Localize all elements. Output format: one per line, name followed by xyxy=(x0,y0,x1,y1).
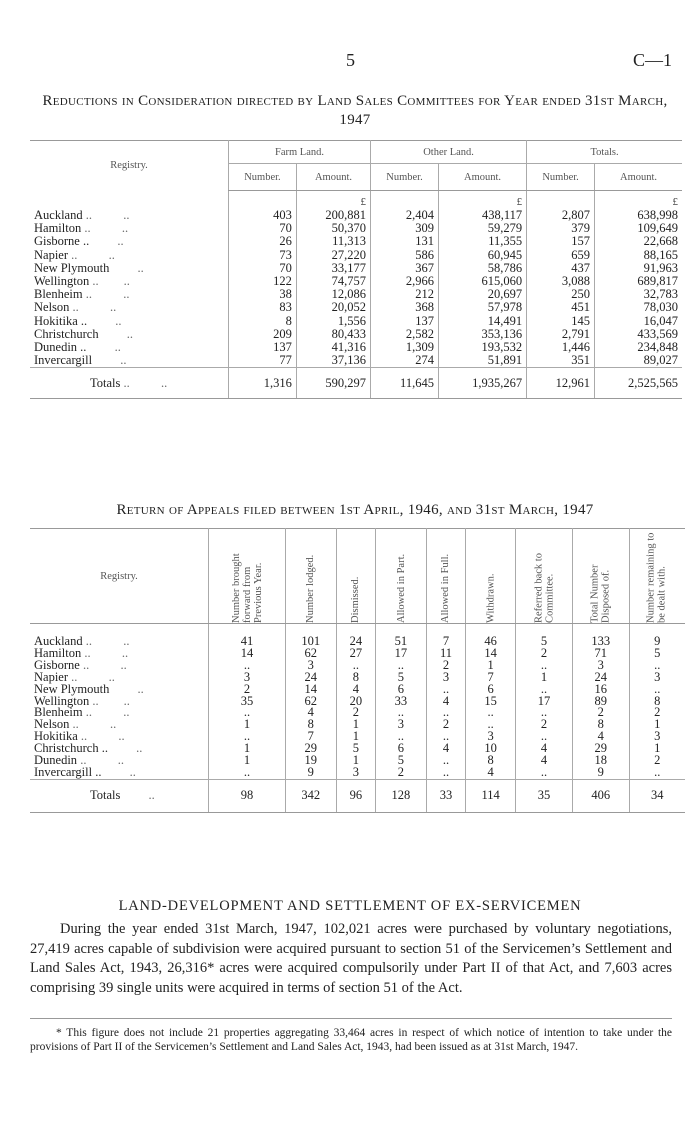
value-cell: 7 xyxy=(426,636,465,648)
value-cell: .. xyxy=(376,707,427,719)
value-cell: 88,165 xyxy=(595,249,682,262)
registry-cell xyxy=(30,354,229,368)
column-header: Number remaining to be dealt with. xyxy=(629,529,685,624)
value-cell: 35 xyxy=(516,779,573,812)
value-cell: 137 xyxy=(371,315,439,328)
value-cell: 114 xyxy=(466,779,516,812)
value-cell: .. xyxy=(629,767,685,779)
registry-name: Christchurch .. xyxy=(34,741,108,756)
value-cell: .. xyxy=(516,684,573,696)
value-cell: 1 xyxy=(466,660,516,672)
value-cell: 2 xyxy=(209,684,286,696)
group-header: Other Land. xyxy=(371,141,527,164)
value-cell: 3 xyxy=(209,672,286,684)
value-cell: 24 xyxy=(285,672,336,684)
value-cell: 2,404 xyxy=(371,209,439,222)
value-cell: 8 xyxy=(285,719,336,731)
value-cell: 18 xyxy=(572,755,629,767)
value-cell: 33 xyxy=(426,779,465,812)
value-cell: 35 xyxy=(209,696,286,708)
value-cell: .. xyxy=(209,767,286,779)
value-cell: 2 xyxy=(572,707,629,719)
value-cell: 615,060 xyxy=(438,275,526,288)
value-cell: 209 xyxy=(229,328,297,341)
leader-dots: .. xyxy=(101,326,133,341)
registry-name: Invercargill xyxy=(34,353,93,368)
value-cell: 2 xyxy=(516,648,573,660)
leader-dots: .. xyxy=(123,787,155,802)
registry-name: Nelson xyxy=(34,300,70,315)
value-cell: 433,569 xyxy=(595,328,682,341)
value-cell: 7 xyxy=(466,672,516,684)
value-cell: 437 xyxy=(527,262,595,275)
column-header: Referred back to Committee. xyxy=(516,529,573,624)
value-cell: 3,088 xyxy=(527,275,595,288)
value-cell: 5 xyxy=(516,636,573,648)
value-cell: 12,086 xyxy=(296,288,370,301)
table-row xyxy=(30,301,682,314)
value-cell: 4 xyxy=(285,707,336,719)
value-cell: 20,697 xyxy=(438,288,526,301)
table-row xyxy=(30,767,685,779)
value-cell: 438,117 xyxy=(438,209,526,222)
value-cell: 78,030 xyxy=(595,301,682,314)
value-cell: 29 xyxy=(285,743,336,755)
value-cell: 26 xyxy=(229,235,297,248)
value-cell: 157 xyxy=(527,235,595,248)
appeals-table xyxy=(30,528,685,813)
value-cell: 274 xyxy=(371,354,439,368)
value-cell: 131 xyxy=(371,235,439,248)
currency-symbol: £ xyxy=(595,191,682,210)
value-cell: 12,961 xyxy=(527,368,595,399)
value-cell: 3 xyxy=(376,719,427,731)
leader-dots: .. xyxy=(112,681,144,696)
value-cell: 9 xyxy=(572,767,629,779)
value-cell: .. xyxy=(209,660,286,672)
registry-name: Blenheim xyxy=(34,287,83,302)
value-cell: 11,355 xyxy=(438,235,526,248)
table-row xyxy=(30,235,682,248)
registry-name: Hokitika .. xyxy=(34,313,88,328)
value-cell: 4 xyxy=(426,743,465,755)
column-header: Amount. xyxy=(438,164,526,191)
leader-dots: .. xyxy=(89,340,121,355)
value-cell: 3 xyxy=(629,731,685,743)
value-cell: 1 xyxy=(516,672,573,684)
value-cell: 4 xyxy=(572,731,629,743)
value-cell: 8 xyxy=(336,672,375,684)
value-cell: 1 xyxy=(629,743,685,755)
value-cell: 17 xyxy=(376,648,427,660)
page-header xyxy=(0,50,700,74)
leader-dots: .. xyxy=(95,353,127,368)
value-cell: 3 xyxy=(466,731,516,743)
value-cell: .. xyxy=(426,731,465,743)
totals-row xyxy=(30,368,682,399)
value-cell: 2 xyxy=(426,660,465,672)
value-cell: 590,297 xyxy=(296,368,370,399)
value-cell: 14 xyxy=(285,684,336,696)
value-cell: 4 xyxy=(426,696,465,708)
registry-header: Registry. xyxy=(110,160,148,172)
value-cell: 2 xyxy=(516,719,573,731)
registry-name: Blenheim xyxy=(34,705,83,720)
leader-dots: .. .. xyxy=(85,634,130,648)
value-cell: 2,525,565 xyxy=(595,368,682,399)
value-cell: 1,316 xyxy=(229,368,297,399)
value-cell: .. xyxy=(516,707,573,719)
registry-name: Hamilton xyxy=(34,645,82,660)
value-cell: 101 xyxy=(285,636,336,648)
column-header: Total Number Disposed of. xyxy=(572,529,629,624)
value-cell: 77 xyxy=(229,354,297,368)
value-cell: .. xyxy=(209,731,286,743)
registry-name: Dunedin xyxy=(34,753,78,768)
value-cell: 309 xyxy=(371,222,439,235)
value-cell: 3 xyxy=(572,660,629,672)
table-row xyxy=(30,354,682,368)
value-cell: 96 xyxy=(336,779,375,812)
value-cell: 1,556 xyxy=(296,315,370,328)
value-cell: 2,807 xyxy=(527,209,595,222)
value-cell: 1,935,267 xyxy=(438,368,526,399)
value-cell: 250 xyxy=(527,288,595,301)
value-cell: 4 xyxy=(516,743,573,755)
value-cell: 2,582 xyxy=(371,328,439,341)
value-cell: 27 xyxy=(336,648,375,660)
value-cell: 14,491 xyxy=(438,315,526,328)
value-cell: 20,052 xyxy=(296,301,370,314)
value-cell: 6 xyxy=(376,684,427,696)
value-cell: 91,963 xyxy=(595,262,682,275)
value-cell: .. xyxy=(629,684,685,696)
value-cell: 41 xyxy=(209,636,286,648)
value-cell: 70 xyxy=(229,262,297,275)
value-cell: 58,786 xyxy=(438,262,526,275)
value-cell: 8 xyxy=(572,719,629,731)
column-header: Allowed in Full. xyxy=(426,529,465,624)
value-cell: 4 xyxy=(516,755,573,767)
footnote-divider xyxy=(30,1018,672,1019)
value-cell: 22,668 xyxy=(595,235,682,248)
value-cell: 406 xyxy=(572,779,629,812)
value-cell: 5 xyxy=(376,672,427,684)
value-cell: 60,945 xyxy=(438,249,526,262)
value-cell: 8 xyxy=(229,315,297,328)
value-cell: 1 xyxy=(336,731,375,743)
value-cell: .. xyxy=(466,719,516,731)
column-header: Number lodged. xyxy=(285,529,336,624)
registry-name: Wellington xyxy=(34,693,90,708)
leader-dots: .. .. xyxy=(92,693,130,708)
value-cell: 3 xyxy=(426,672,465,684)
totals-row xyxy=(30,779,685,812)
value-cell: 1,446 xyxy=(527,341,595,354)
value-cell: 62 xyxy=(285,696,336,708)
column-header: Dismissed. xyxy=(336,529,375,624)
value-cell: .. xyxy=(426,755,465,767)
value-cell: 57,978 xyxy=(438,301,526,314)
value-cell: 367 xyxy=(371,262,439,275)
value-cell: .. xyxy=(376,731,427,743)
value-cell: 689,817 xyxy=(595,275,682,288)
value-cell: 2 xyxy=(376,767,427,779)
value-cell: 5 xyxy=(336,743,375,755)
value-cell: 38 xyxy=(229,288,297,301)
value-cell: 4 xyxy=(336,684,375,696)
value-cell: 33 xyxy=(376,696,427,708)
section-title: LAND-DEVELOPMENT AND SETTLEMENT OF EX-SERVICEMEN xyxy=(118,898,582,914)
body-paragraph: During the year ended 31st March, 1947, 102,021 acres were purchased by voluntary negotiations, 27,419 acres capable of subdivision were acquired pursuant to section 51 of the Servicemen’s Settlement and Land Sales Act, 1943, 26,316* acres were acquired compulsorily under Part II of that Act, and 7,603 acres comprising 39 single units were acquired in terms of section 51 of the Act. xyxy=(30,921,672,996)
leader-dots: .. .. xyxy=(84,221,129,236)
value-cell: 9 xyxy=(285,767,336,779)
value-cell: 5 xyxy=(629,648,685,660)
value-cell: 50,370 xyxy=(296,222,370,235)
value-cell: 89 xyxy=(572,696,629,708)
group-header: Farm Land. xyxy=(229,141,371,164)
value-cell: 133 xyxy=(572,636,629,648)
value-cell: .. xyxy=(629,660,685,672)
column-header: Amount. xyxy=(296,164,370,191)
registry-name: Hokitika xyxy=(34,729,78,744)
value-cell: 8 xyxy=(629,696,685,708)
registry-name: Totals xyxy=(90,787,121,802)
value-cell: 14 xyxy=(466,648,516,660)
value-cell: 5 xyxy=(376,755,427,767)
registry-name: Invercargill .. xyxy=(34,764,102,779)
value-cell: 1 xyxy=(336,719,375,731)
leader-dots: .. .. xyxy=(123,375,168,390)
value-cell: 1 xyxy=(336,755,375,767)
value-cell: 10 xyxy=(466,743,516,755)
registry-name: Napier xyxy=(34,669,69,684)
registry-name: Auckland xyxy=(34,208,83,222)
leader-dots: .. .. xyxy=(71,669,115,684)
value-cell: 2 xyxy=(629,707,685,719)
value-cell: 15 xyxy=(466,696,516,708)
value-cell: 32,783 xyxy=(595,288,682,301)
registry-name: Christchurch xyxy=(34,326,99,341)
value-cell: 2,791 xyxy=(527,328,595,341)
value-cell: 368 xyxy=(371,301,439,314)
value-cell: 11 xyxy=(426,648,465,660)
value-cell: 98 xyxy=(209,779,286,812)
value-cell: 2 xyxy=(426,719,465,731)
value-cell: 4 xyxy=(466,767,516,779)
value-cell: 1 xyxy=(209,755,286,767)
value-cell: 41,316 xyxy=(296,341,370,354)
value-cell: 109,649 xyxy=(595,222,682,235)
value-cell: 3 xyxy=(336,767,375,779)
value-cell: 83 xyxy=(229,301,297,314)
leader-dots: .. .. xyxy=(85,287,130,302)
registry-cell xyxy=(30,764,209,779)
value-cell: 19 xyxy=(285,755,336,767)
value-cell: .. xyxy=(516,767,573,779)
value-cell: 27,220 xyxy=(296,249,370,262)
value-cell: .. xyxy=(516,731,573,743)
value-cell: 20 xyxy=(336,696,375,708)
value-cell: 80,433 xyxy=(296,328,370,341)
value-cell: 1 xyxy=(629,719,685,731)
leader-dots: .. .. xyxy=(84,645,129,660)
page-number: 5 xyxy=(346,50,355,70)
value-cell: 11,313 xyxy=(296,235,370,248)
leader-dots: .. .. xyxy=(82,657,127,672)
group-header: Totals. xyxy=(527,141,682,164)
registry-cell xyxy=(30,368,229,399)
column-header: Amount. xyxy=(595,164,682,191)
value-cell: .. xyxy=(336,660,375,672)
value-cell: .. xyxy=(426,684,465,696)
value-cell: 659 xyxy=(527,249,595,262)
leader-dots: .. .. xyxy=(72,300,117,315)
column-header: Allowed in Part. xyxy=(376,529,427,624)
registry-name: Auckland xyxy=(34,634,83,648)
currency-symbol: £ xyxy=(296,191,370,210)
value-cell: 3 xyxy=(629,672,685,684)
leader-dots: .. .. xyxy=(72,717,117,732)
value-cell: 379 xyxy=(527,222,595,235)
value-cell: 351 xyxy=(527,354,595,368)
value-cell: 8 xyxy=(466,755,516,767)
value-cell: 34 xyxy=(629,779,685,812)
value-cell: .. xyxy=(466,707,516,719)
value-cell: 586 xyxy=(371,249,439,262)
value-cell: .. xyxy=(516,660,573,672)
value-cell: .. xyxy=(209,707,286,719)
value-cell: 638,998 xyxy=(595,209,682,222)
column-header: Number brought forward from Previous Year. xyxy=(209,529,286,624)
value-cell: 193,532 xyxy=(438,341,526,354)
registry-name: Totals xyxy=(90,375,121,390)
table2-title: Return of Appeals filed between 1st April, 1946, and 31st March, 1947 xyxy=(116,502,594,518)
registry-header: Registry. xyxy=(30,529,209,624)
value-cell: 145 xyxy=(527,315,595,328)
value-cell: 14 xyxy=(209,648,286,660)
value-cell: 11,645 xyxy=(371,368,439,399)
value-cell: .. xyxy=(426,767,465,779)
value-cell: 33,177 xyxy=(296,262,370,275)
value-cell: 29 xyxy=(572,743,629,755)
value-cell: 342 xyxy=(285,779,336,812)
registry-name: Napier xyxy=(34,247,69,262)
value-cell: 51,891 xyxy=(438,354,526,368)
value-cell: 37,136 xyxy=(296,354,370,368)
column-header: Withdrawn. xyxy=(466,529,516,624)
value-cell: 89,027 xyxy=(595,354,682,368)
registry-name: Dunedin .. xyxy=(34,340,87,355)
value-cell: 2,966 xyxy=(371,275,439,288)
value-cell: 3 xyxy=(285,660,336,672)
leader-dots: .. xyxy=(90,313,122,328)
value-cell: 451 xyxy=(527,301,595,314)
registry-name: New Plymouth xyxy=(34,260,110,275)
leader-dots: .. .. xyxy=(80,729,125,744)
value-cell: .. xyxy=(426,707,465,719)
value-cell: 24 xyxy=(336,636,375,648)
registry-name: Nelson xyxy=(34,717,70,732)
value-cell: 200,881 xyxy=(296,209,370,222)
value-cell: 59,279 xyxy=(438,222,526,235)
registry-name: New Plymouth xyxy=(34,681,110,696)
value-cell: 73 xyxy=(229,249,297,262)
value-cell: 16,047 xyxy=(595,315,682,328)
value-cell: 6 xyxy=(376,743,427,755)
registry-name: Wellington xyxy=(34,274,90,289)
value-cell: 6 xyxy=(466,684,516,696)
value-cell: 1 xyxy=(209,743,286,755)
value-cell: 403 xyxy=(229,209,297,222)
value-cell: 234,848 xyxy=(595,341,682,354)
registry-name: Gisborne xyxy=(34,657,80,672)
reductions-table xyxy=(30,140,682,399)
leader-dots: .. .. xyxy=(85,705,130,720)
value-cell: .. xyxy=(376,660,427,672)
value-cell: 71 xyxy=(572,648,629,660)
leader-dots: .. xyxy=(92,234,124,249)
value-cell: 51 xyxy=(376,636,427,648)
leader-dots: .. .. xyxy=(92,274,130,289)
value-cell: 128 xyxy=(376,779,427,812)
value-cell: 137 xyxy=(229,341,297,354)
leader-dots: .. xyxy=(112,260,144,275)
value-cell: 122 xyxy=(229,275,297,288)
value-cell: 1,309 xyxy=(371,341,439,354)
leader-dots: .. xyxy=(104,764,136,779)
value-cell: 2 xyxy=(336,707,375,719)
leader-dots: .. .. xyxy=(80,753,124,768)
value-cell: 212 xyxy=(371,288,439,301)
document-reference: C—1 xyxy=(632,50,672,70)
value-cell: 17 xyxy=(516,696,573,708)
value-cell: 7 xyxy=(285,731,336,743)
registry-name: Gisborne .. xyxy=(34,234,90,249)
value-cell: 46 xyxy=(466,636,516,648)
column-header: Number. xyxy=(229,164,297,191)
leader-dots: .. xyxy=(111,741,143,756)
table1-title: Reductions in Consideration directed by Land Sales Committees for Year ended 31st March, 1947 xyxy=(42,93,668,128)
currency-symbol: £ xyxy=(438,191,526,210)
value-cell: 62 xyxy=(285,648,336,660)
value-cell: 16 xyxy=(572,684,629,696)
registry-cell xyxy=(30,779,209,812)
value-cell: 9 xyxy=(629,636,685,648)
value-cell: 70 xyxy=(229,222,297,235)
value-cell: 2 xyxy=(629,755,685,767)
value-cell: 1 xyxy=(209,719,286,731)
value-cell: 353,136 xyxy=(438,328,526,341)
footnote: * This figure does not include 21 properties aggregating 33,464 acres in respect of which notice of intention to take under the provisions of Part II of the Servicemen’s Settlement and Land Sales Act, 1943, had been issued as at 31st March, 1947. xyxy=(30,1027,672,1053)
column-header: Number. xyxy=(371,164,439,191)
leader-dots: .. .. xyxy=(85,208,130,222)
value-cell: 24 xyxy=(572,672,629,684)
registry-name: Hamilton xyxy=(34,221,82,236)
column-header: Number. xyxy=(527,164,595,191)
value-cell: 74,757 xyxy=(296,275,370,288)
leader-dots: .. .. xyxy=(71,247,115,262)
